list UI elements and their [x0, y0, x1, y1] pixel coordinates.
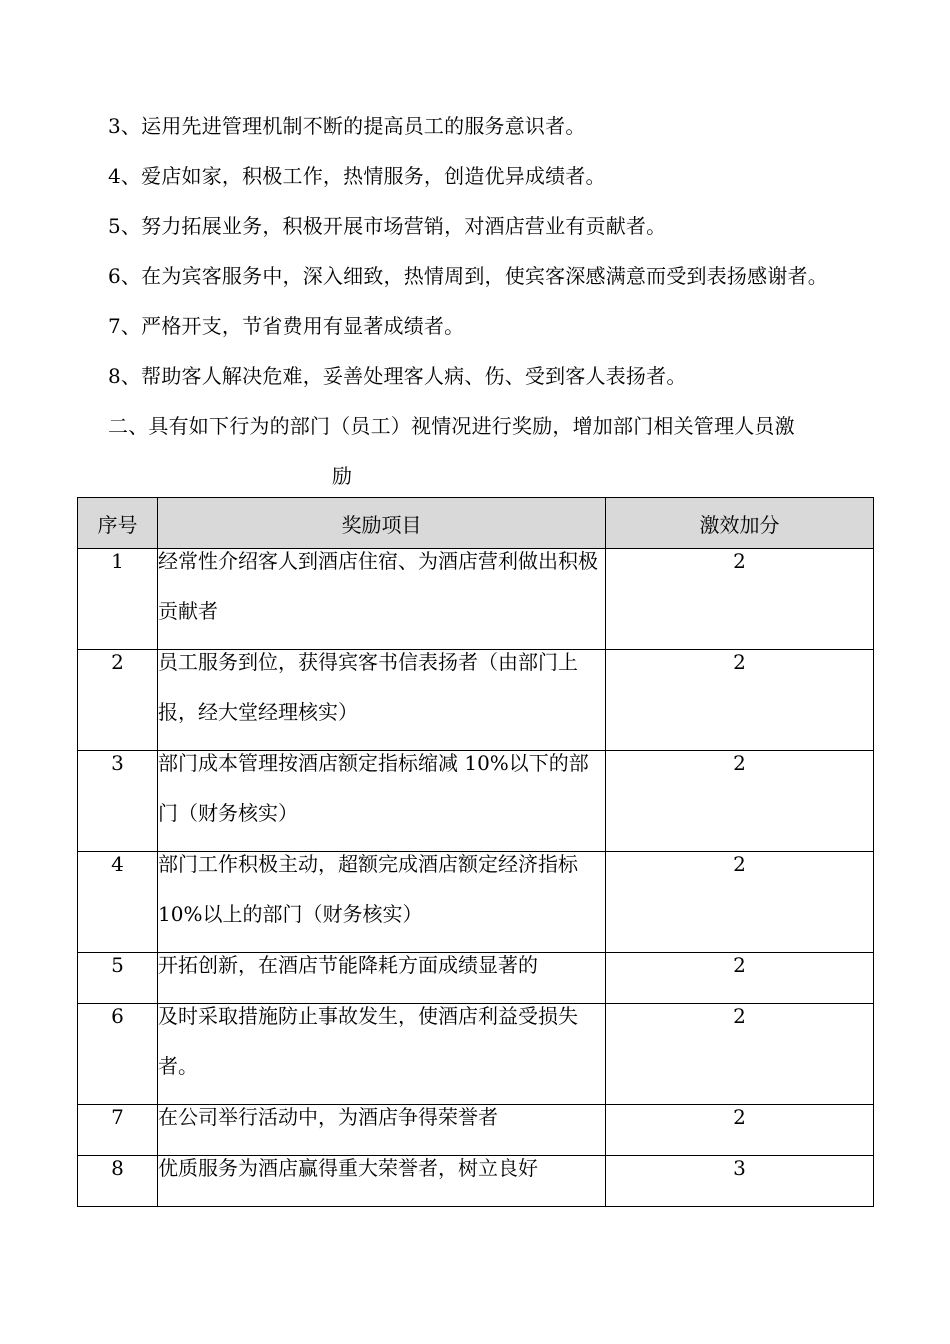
row-reward-item-text: 在公司举行活动中，为酒店争得荣誉者	[158, 1105, 498, 1129]
paragraph-item-3: 3、运用先进管理机制不断的提高员工的服务意识者。	[108, 114, 586, 138]
row-reward-item	[158, 1156, 606, 1207]
table-row	[78, 1156, 874, 1207]
paragraph-item-4: 4、爱店如家，积极工作，热情服务，创造优异成绩者。	[108, 164, 606, 188]
paragraph-item-7: 7、严格开支，节省费用有显著成绩者。	[108, 314, 465, 338]
paragraph-item-8: 8、帮助客人解决危难，妥善处理客人病、伤、受到客人表扬者。	[108, 364, 687, 388]
row-reward-item-text: 优质服务为酒店赢得重大荣誉者，树立良好	[158, 1156, 538, 1180]
row-score: 3	[606, 1156, 874, 1207]
paragraph-item-5: 5、努力拓展业务，积极开展市场营销，对酒店营业有贡献者。	[108, 214, 667, 238]
row-reward-item	[158, 751, 606, 852]
row-score: 2	[606, 549, 874, 650]
row-number: 8	[78, 1156, 158, 1207]
row-number: 2	[78, 650, 158, 751]
row-score: 2	[606, 751, 874, 852]
table-row	[78, 852, 874, 953]
paragraph-item-6: 6、在为宾客服务中，深入细致，热情周到，使宾客深感满意而受到表扬感谢者。	[108, 264, 828, 288]
row-reward-item-text: 部门工作积极主动，超额完成酒店额定经济指标 10%以上的部门（财务核实）	[158, 852, 578, 926]
row-number: 3	[78, 751, 158, 852]
row-reward-item	[158, 1004, 606, 1105]
row-number: 7	[78, 1105, 158, 1156]
row-reward-item-text: 员工服务到位，获得宾客书信表扬者（由部门上报，经大堂经理核实）	[158, 650, 578, 724]
row-reward-item	[158, 852, 606, 953]
column-header-score: 激效加分	[606, 498, 874, 549]
row-number: 4	[78, 852, 158, 953]
row-score: 2	[606, 852, 874, 953]
row-reward-item-text: 及时采取措施防止事故发生，使酒店利益受损失者。	[158, 1004, 578, 1078]
row-score: 2	[606, 650, 874, 751]
section-heading-2: 二、具有如下行为的部门（员工）视情况进行奖励，增加部门相关管理人员激	[108, 414, 795, 438]
table-row	[78, 650, 874, 751]
column-header-reward-item: 奖励项目	[158, 498, 606, 549]
table-row	[78, 751, 874, 852]
row-score: 2	[606, 953, 874, 1004]
row-number: 5	[78, 953, 158, 1004]
row-reward-item-text: 部门成本管理按酒店额定指标缩减 10%以下的部门（财务核实）	[158, 751, 589, 825]
row-reward-item-text: 开拓创新，在酒店节能降耗方面成绩显著的	[158, 953, 538, 977]
row-number: 6	[78, 1004, 158, 1105]
reward-table	[77, 497, 874, 1207]
row-reward-item	[158, 549, 606, 650]
table-row	[78, 1004, 874, 1105]
row-score: 2	[606, 1004, 874, 1105]
row-score: 2	[606, 1105, 874, 1156]
column-header-number: 序号	[78, 498, 158, 549]
row-reward-item	[158, 650, 606, 751]
section-heading-2-continuation: 励	[332, 464, 353, 488]
row-number: 1	[78, 549, 158, 650]
row-reward-item-text: 经常性介绍客人到酒店住宿、为酒店营利做出积极贡献者	[158, 549, 598, 623]
table-row	[78, 549, 874, 650]
